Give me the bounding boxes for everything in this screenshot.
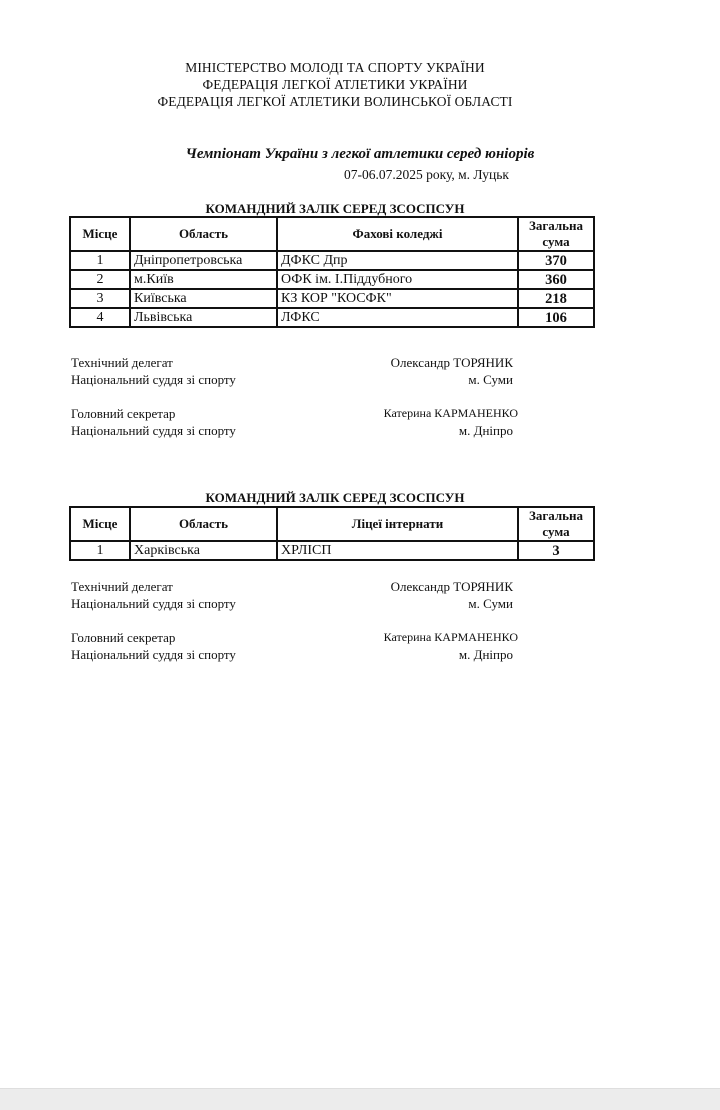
cell-institution: ДФКС Дпр (277, 251, 518, 270)
cell-institution: ОФК ім. І.Піддубного (277, 270, 518, 289)
cell-total: 106 (518, 308, 594, 327)
header-place: Місце (70, 507, 130, 541)
secretary-name: Катерина КАРМАНЕНКО (383, 630, 518, 644)
table-header-row (70, 217, 594, 251)
header-place: Місце (70, 217, 130, 251)
delegate-title: Національний суддя зі спорту (71, 596, 236, 611)
table2-title: КОМАНДНИЙ ЗАЛІК СЕРЕД ЗСОСПСУН (205, 490, 465, 505)
secretary-role: Головний секретар (71, 406, 176, 421)
table1-title: КОМАНДНИЙ ЗАЛІК СЕРЕД ЗСОСПСУН (205, 201, 465, 216)
delegate-name: Олександр ТОРЯНИК (390, 579, 513, 594)
cell-total: 3 (518, 541, 594, 560)
delegate-name: Олександр ТОРЯНИК (390, 355, 513, 370)
header-total-line1: Загальна (528, 508, 584, 523)
table-header-row (70, 507, 594, 541)
secretary-title: Національний суддя зі спорту (71, 647, 236, 662)
cell-region: Львівська (130, 308, 277, 327)
cell-total: 370 (518, 251, 594, 270)
header-total (518, 217, 594, 251)
table-row (70, 251, 594, 270)
cell-institution: ХРЛІСП (277, 541, 518, 560)
table-row (70, 541, 594, 560)
secretary-name: Катерина КАРМАНЕНКО (383, 406, 518, 420)
bottom-bar (0, 1088, 720, 1110)
cell-place: 2 (70, 270, 130, 289)
secretary-role: Головний секретар (71, 630, 176, 645)
ministry-heading: МІНІСТЕРСТВО МОЛОДІ ТА СПОРТУ УКРАЇНИ (185, 60, 485, 75)
team-results-table-lyceums (69, 506, 595, 561)
header-total (518, 507, 594, 541)
cell-place: 3 (70, 289, 130, 308)
regional-federation-heading: ФЕДЕРАЦІЯ ЛЕГКОЇ АТЛЕТИКИ ВОЛИНСЬКОЇ ОБЛАСТІ (157, 94, 513, 109)
cell-place: 1 (70, 251, 130, 270)
championship-title: Чемпіонат України з легкої атлетики серед юніорів (185, 146, 535, 162)
cell-institution: ЛФКС (277, 308, 518, 327)
delegate-role: Технічний делегат (71, 355, 173, 370)
header-total-line2: сума (542, 234, 570, 249)
delegate-city: м. Суми (468, 596, 513, 611)
cell-institution: КЗ КОР "КОСФК" (277, 289, 518, 308)
cell-total: 218 (518, 289, 594, 308)
header-region: Область (130, 217, 277, 251)
cell-region: Дніпропетровська (130, 251, 277, 270)
header-institution: Ліцеї інтернати (277, 507, 518, 541)
table-row (70, 308, 594, 327)
table-row (70, 270, 594, 289)
header-institution: Фахові коледжі (277, 217, 518, 251)
table-row (70, 289, 594, 308)
header-region: Область (130, 507, 277, 541)
cell-place: 4 (70, 308, 130, 327)
header-total-line2: сума (542, 524, 570, 539)
delegate-title: Національний суддя зі спорту (71, 372, 236, 387)
header-total-line1: Загальна (528, 218, 584, 233)
delegate-city: м. Суми (468, 372, 513, 387)
federation-heading: ФЕДЕРАЦІЯ ЛЕГКОЇ АТЛЕТИКИ УКРАЇНИ (202, 77, 468, 92)
team-results-table-colleges (69, 216, 595, 328)
cell-total: 360 (518, 270, 594, 289)
cell-region: Київська (130, 289, 277, 308)
secretary-city: м. Дніпро (458, 423, 513, 438)
cell-place: 1 (70, 541, 130, 560)
secretary-title: Національний суддя зі спорту (71, 423, 236, 438)
cell-region: Харківська (130, 541, 277, 560)
cell-region: м.Київ (130, 270, 277, 289)
secretary-city: м. Дніпро (458, 647, 513, 662)
date-place: 07-06.07.2025 року, м. Луцьк (344, 167, 509, 182)
delegate-role: Технічний делегат (71, 579, 173, 594)
